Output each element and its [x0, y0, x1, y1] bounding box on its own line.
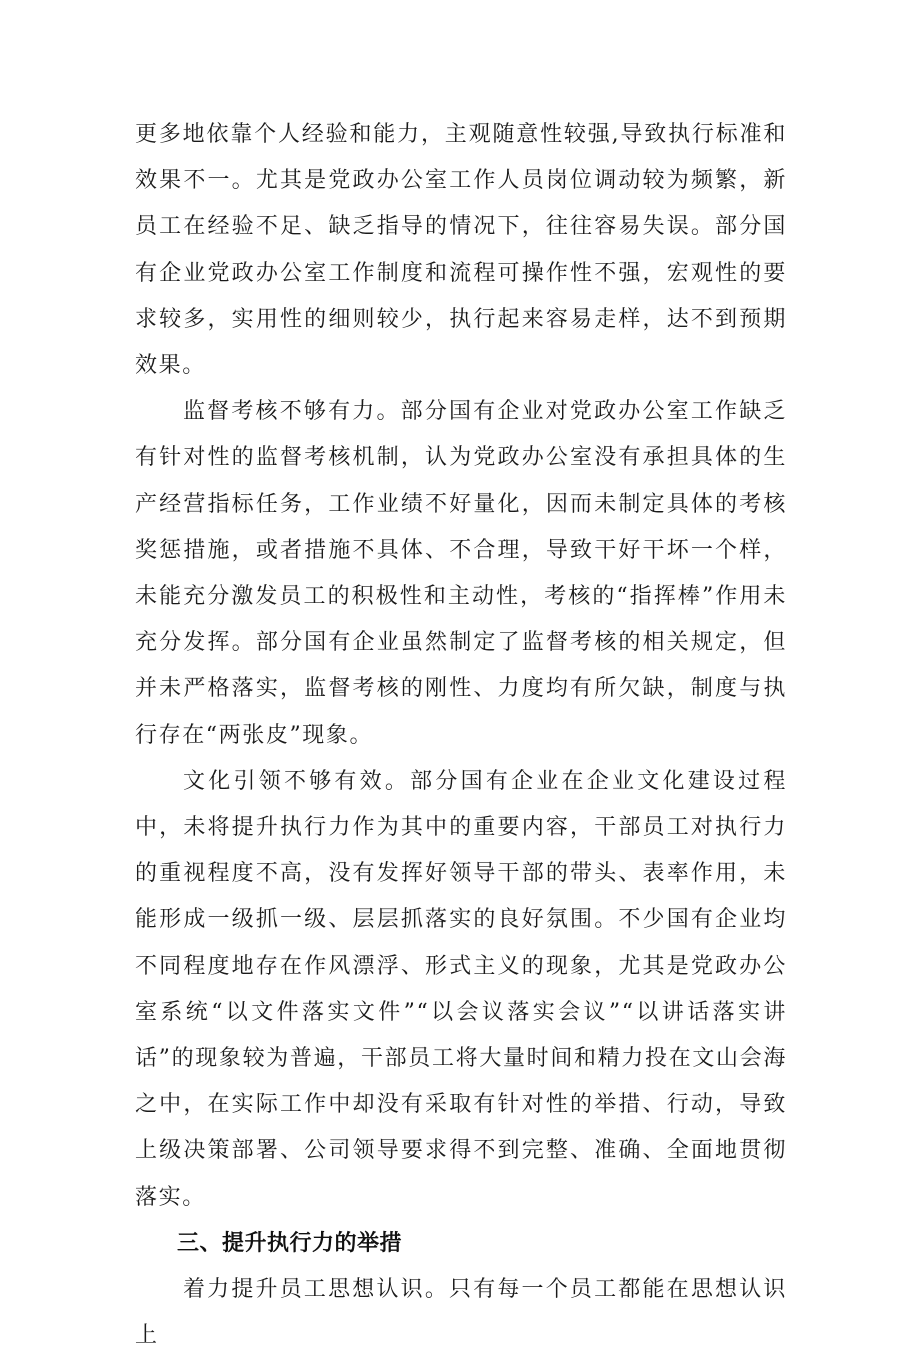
paragraph-continued: 更多地依靠个人经验和能力，主观随意性较强,导致执行标准和效果不一。尤其是党政办公室工作人员岗位调动较为频繁，新员工在经验不足、缺乏指导的情况下，往往容易失误。部分国有企业党政办公室工作制度和流程可操作性不强，宏观性的要求较多，实用性的细则较少，执行起来容易走样，达不到预期效果。: [135, 122, 787, 379]
document-body: [135, 112, 787, 1359]
paragraph-supervision: 监督考核不够有力。部分国有企业对党政办公室工作缺乏有针对性的监督考核机制，认为党政办公室没有承担具体的生产经营指标任务，工作业绩不好量化，因而未制定具体的考核奖惩措施，或者措施不具体、不合理，导致干好干坏一个样，未能充分激发员工的积极性和主动性，考核的“指挥棒”作用未充分发挥。部分国有企业虽然制定了监督考核的相关规定，但并未严格落实，监督考核的刚性、力度均有所欠缺，制度与执行存在“两张皮”现象。: [135, 399, 787, 748]
paragraph-culture: 文化引领不够有效。部分国有企业在企业文化建设过程中，未将提升执行力作为其中的重要内容，干部员工对执行力的重视程度不高，没有发挥好领导干部的带头、表率作用，未能形成一级抓一级、层层抓落实的良好氛围。不少国有企业均不同程度地存在作风漂浮、形式主义的现象，尤其是党政办公室系统“以文件落实文件”“以会议落实会议”“以讲话落实讲话”的现象较为普遍，干部员工将大量时间和精力投在文山会海之中，在实际工作中却没有采取有针对性的举措、行动，导致上级决策部署、公司领导要求得不到完整、准确、全面地贯彻落实。: [135, 768, 787, 1210]
paragraph-last: 着力提升员工思想认识。只有每一个员工都能在思想认识上: [135, 1277, 787, 1349]
section-heading: 三、提升执行力的举措: [177, 1230, 403, 1256]
